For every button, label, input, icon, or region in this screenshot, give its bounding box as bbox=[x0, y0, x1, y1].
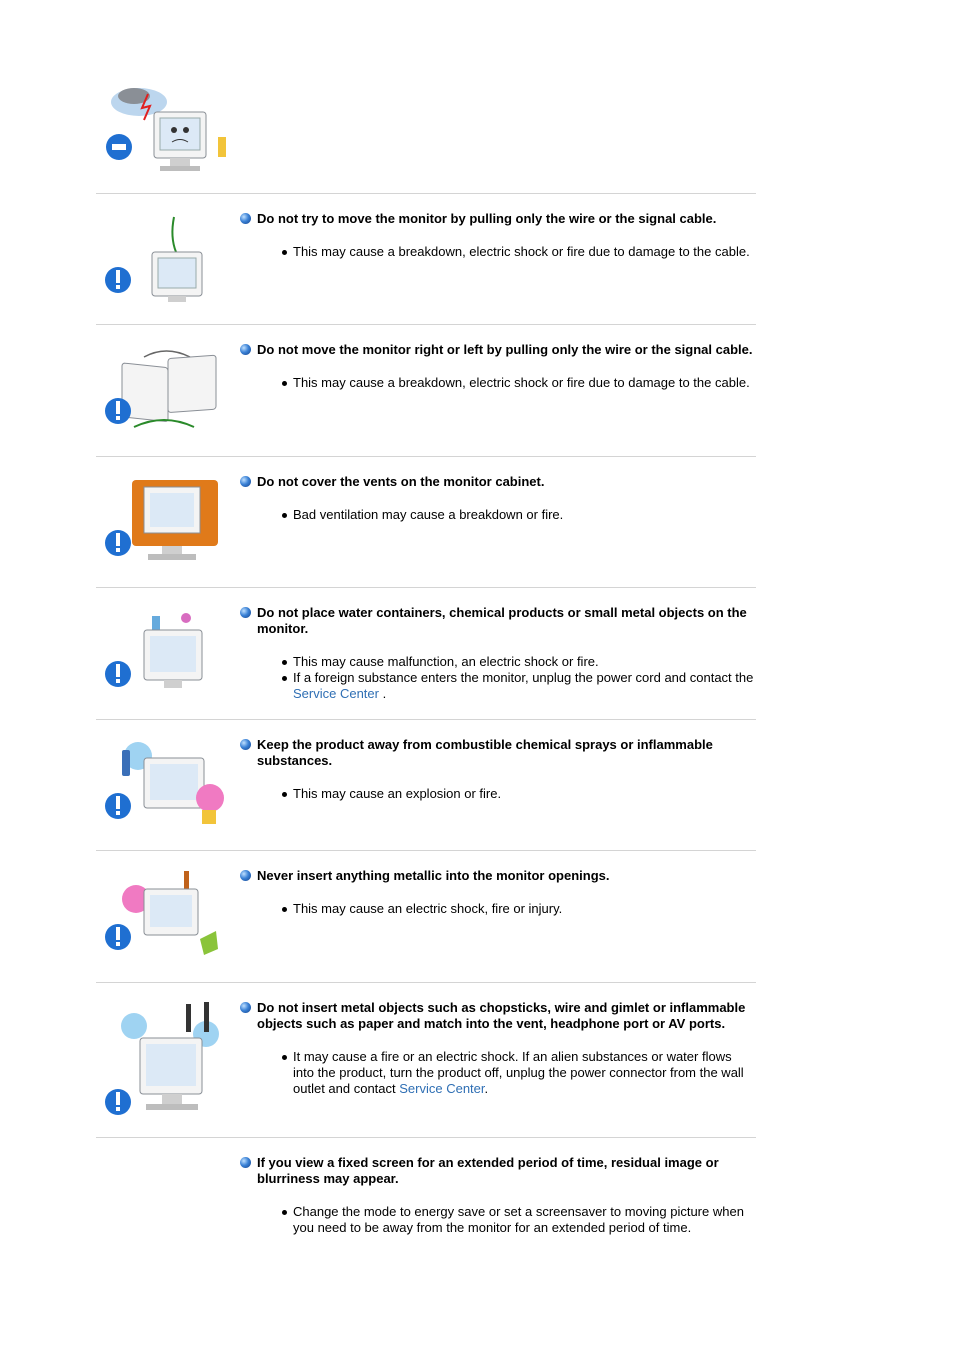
section-4 bbox=[240, 605, 756, 702]
section-divider bbox=[96, 982, 756, 983]
section-1 bbox=[240, 211, 756, 260]
section-divider bbox=[96, 324, 756, 325]
section-divider bbox=[96, 456, 756, 457]
blue-bullet-icon bbox=[240, 213, 251, 224]
section-heading: Do not move the monitor right or left by pulling only the wire or the signal cable. bbox=[240, 342, 756, 358]
blue-bullet-icon bbox=[240, 344, 251, 355]
list-item: Change the mode to energy save or set a screensaver to moving picture when you need to be away from the monitor for an extended period of time. bbox=[293, 1204, 756, 1236]
metallic-insert-illustration bbox=[104, 869, 229, 964]
section-heading: Do not insert metal objects such as chopsticks, wire and gimlet or inflammable objects such as paper and match into the vent, headphone port or AV ports. bbox=[240, 1000, 756, 1032]
section-7 bbox=[240, 1000, 756, 1097]
list-item: This may cause a breakdown, electric shock or fire due to damage to the cable. bbox=[293, 375, 756, 391]
chemical-spray-illustration bbox=[104, 738, 229, 833]
section-divider bbox=[96, 193, 756, 194]
blue-bullet-icon bbox=[240, 870, 251, 881]
list-item: This may cause an explosion or fire. bbox=[293, 786, 756, 802]
service-center-link[interactable]: Service Center bbox=[293, 686, 379, 701]
covered-vents-illustration bbox=[104, 475, 229, 570]
section-divider bbox=[96, 850, 756, 851]
blue-bullet-icon bbox=[240, 607, 251, 618]
section-heading: If you view a fixed screen for an extended period of time, residual image or blurriness may appear. bbox=[240, 1155, 756, 1187]
list-item: If a foreign substance enters the monitor, unplug the power cord and contact the Service Center . bbox=[293, 670, 756, 702]
section-2 bbox=[240, 342, 756, 391]
section-heading: Keep the product away from combustible chemical sprays or inflammable substances. bbox=[240, 737, 756, 769]
blue-bullet-icon bbox=[240, 1157, 251, 1168]
section-heading: Do not cover the vents on the monitor cabinet. bbox=[240, 474, 756, 490]
section-6 bbox=[240, 868, 756, 917]
section-heading: Do not place water containers, chemical products or small metal objects on the monitor. bbox=[240, 605, 756, 637]
move-monitor-illustration bbox=[104, 343, 229, 438]
section-heading: Never insert anything metallic into the monitor openings. bbox=[240, 868, 756, 884]
storm-unplug-illustration bbox=[104, 82, 229, 177]
pull-cable-illustration bbox=[104, 212, 229, 307]
service-center-link[interactable]: Service Center bbox=[399, 1081, 485, 1096]
blue-bullet-icon bbox=[240, 1002, 251, 1013]
blue-bullet-icon bbox=[240, 739, 251, 750]
objects-on-monitor-illustration bbox=[104, 606, 229, 701]
section-divider bbox=[96, 719, 756, 720]
section-divider bbox=[96, 1137, 756, 1138]
section-8 bbox=[240, 1155, 756, 1236]
list-item: It may cause a fire or an electric shock. If an alien substances or water flows into the product, turn the product off, unplug the power connector from the wall outlet and contact Service Center. bbox=[293, 1049, 756, 1097]
section-3 bbox=[240, 474, 756, 523]
section-5 bbox=[240, 737, 756, 802]
list-item: This may cause an electric shock, fire or injury. bbox=[293, 901, 756, 917]
section-heading: Do not try to move the monitor by pulling only the wire or the signal cable. bbox=[240, 211, 756, 227]
list-item: This may cause malfunction, an electric shock or fire. bbox=[293, 654, 756, 670]
section-divider bbox=[96, 587, 756, 588]
list-item: Bad ventilation may cause a breakdown or fire. bbox=[293, 507, 756, 523]
metal-objects-vent-illustration bbox=[104, 998, 229, 1123]
list-item: This may cause a breakdown, electric shock or fire due to damage to the cable. bbox=[293, 244, 756, 260]
blue-bullet-icon bbox=[240, 476, 251, 487]
